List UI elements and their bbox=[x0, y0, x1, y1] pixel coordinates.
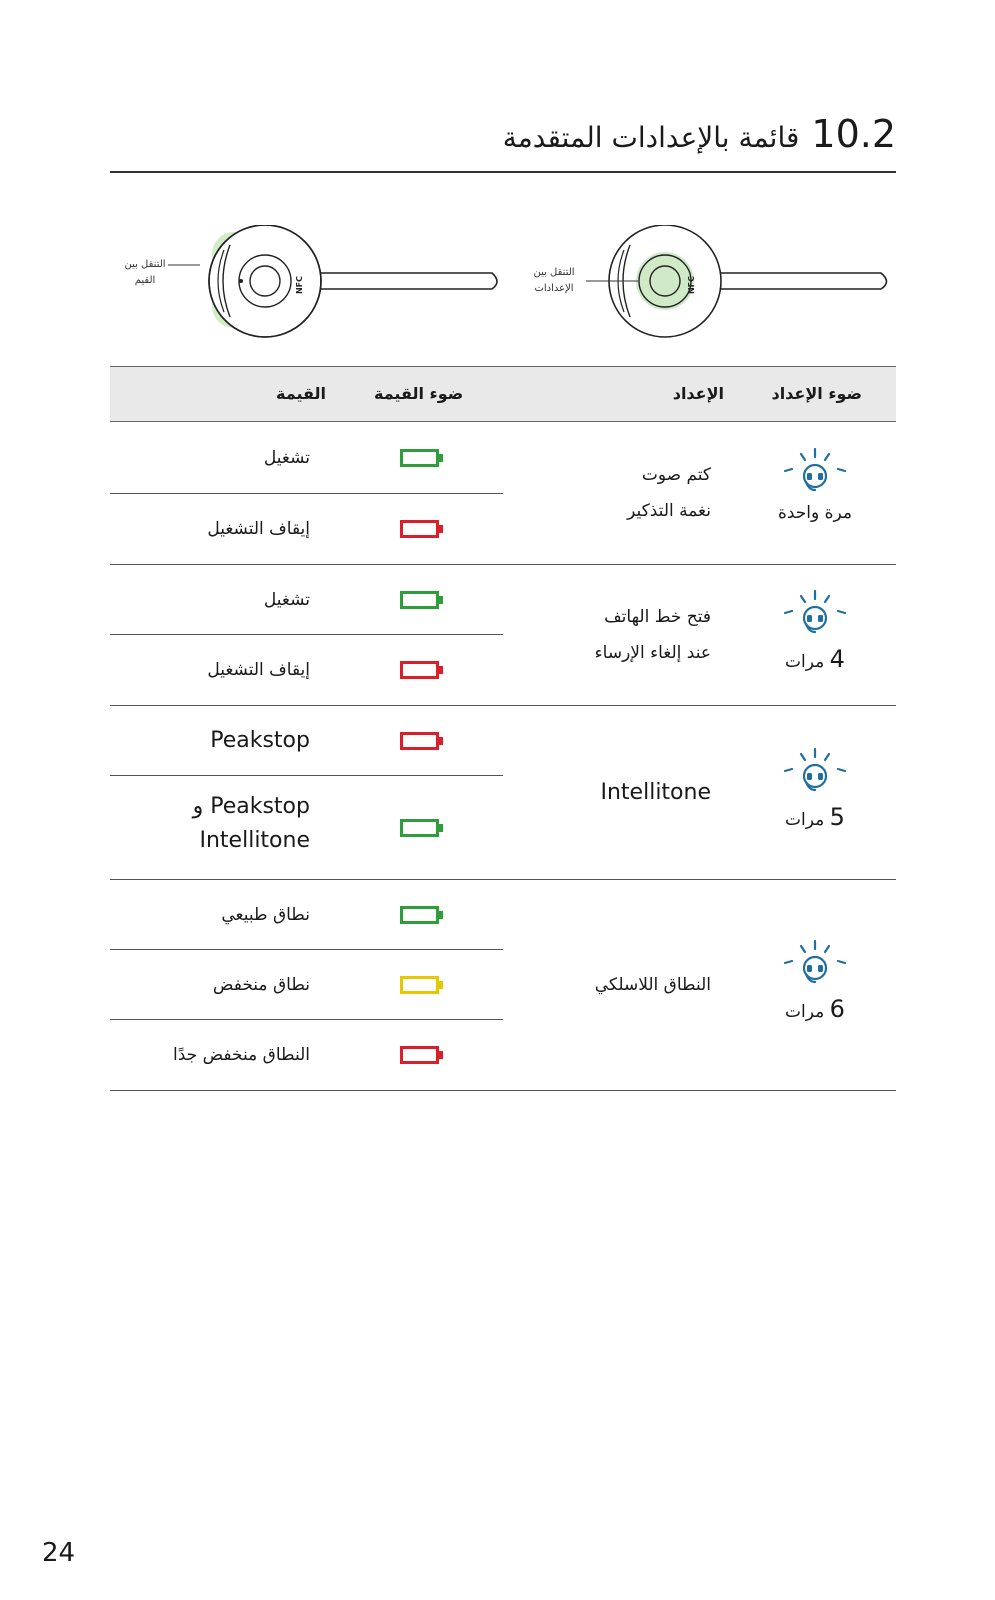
blinking-light-icon bbox=[779, 447, 851, 499]
blinking-light-icon bbox=[779, 939, 851, 991]
value-row bbox=[110, 1020, 503, 1091]
battery-light-icon bbox=[400, 448, 444, 468]
value-row bbox=[110, 706, 503, 776]
diagram-label-values: التنقل بين القيم bbox=[124, 259, 166, 286]
setting-label: النطاق اللاسلكي bbox=[594, 975, 711, 995]
battery-light-icon bbox=[400, 519, 444, 539]
battery-light-icon bbox=[400, 975, 444, 995]
blink-count-label: 4 مرات bbox=[785, 645, 845, 673]
setting-label: كتم صوت نغمة التذكير bbox=[627, 465, 711, 521]
headset-diagram-values bbox=[120, 225, 510, 350]
section-title: قائمة بالإعدادات المتقدمة bbox=[502, 121, 800, 154]
value-row bbox=[110, 565, 503, 635]
value-label: تشغيل bbox=[263, 448, 310, 468]
table-row-group bbox=[110, 565, 896, 706]
setting-light-indicator bbox=[770, 747, 860, 831]
value-label: النطاق منخفض جدًا bbox=[173, 1045, 310, 1065]
value-label: إيقاف التشغيل bbox=[207, 660, 310, 680]
value-label: نطاق منخفض bbox=[212, 975, 310, 995]
nfc-label: NFC bbox=[295, 275, 304, 295]
value-row bbox=[110, 880, 503, 950]
blink-count-label: 6 مرات bbox=[785, 995, 845, 1023]
value-label: Peakstop و Intellitone bbox=[192, 794, 310, 853]
value-label: نطاق طبيعي bbox=[221, 905, 310, 925]
value-row bbox=[110, 776, 503, 880]
value-row bbox=[110, 635, 503, 706]
battery-light-icon bbox=[400, 905, 444, 925]
battery-light-icon bbox=[400, 818, 444, 838]
blinking-light-icon bbox=[779, 747, 851, 799]
headset-diagram-settings bbox=[526, 225, 896, 350]
value-label: تشغيل bbox=[263, 590, 310, 610]
table-header bbox=[110, 366, 896, 422]
battery-light-icon bbox=[400, 731, 444, 751]
heading-divider bbox=[110, 171, 896, 173]
section-heading bbox=[110, 108, 896, 168]
setting-label: فتح خط الهاتف عند إلغاء الإرساء bbox=[594, 607, 711, 663]
value-row bbox=[110, 950, 503, 1020]
diagram-label-settings: التنقل بين الإعدادات bbox=[533, 267, 575, 294]
nfc-label: NFC bbox=[687, 275, 696, 295]
blinking-light-icon bbox=[779, 589, 851, 641]
setting-light-indicator bbox=[770, 447, 860, 523]
value-label: إيقاف التشغيل bbox=[207, 519, 310, 539]
header-setting: الإعداد bbox=[672, 384, 724, 403]
value-row bbox=[110, 494, 503, 565]
table-row-group bbox=[110, 880, 896, 1091]
page-number: 24 bbox=[42, 1538, 76, 1568]
setting-light-indicator bbox=[770, 939, 860, 1023]
battery-light-icon bbox=[400, 590, 444, 610]
blink-count-label: 5 مرات bbox=[785, 803, 845, 831]
header-value: القيمة bbox=[276, 384, 326, 403]
table-row-group bbox=[110, 706, 896, 880]
value-row bbox=[110, 422, 503, 494]
section-number: 10.2 bbox=[811, 112, 896, 156]
blink-count-label: مرة واحدة bbox=[777, 503, 853, 523]
setting-label: Intellitone bbox=[600, 780, 711, 805]
setting-light-indicator bbox=[770, 589, 860, 673]
value-label: Peakstop bbox=[210, 728, 310, 753]
header-setting-light: ضوء الإعداد bbox=[771, 384, 862, 403]
table-row-group bbox=[110, 422, 896, 565]
battery-light-icon bbox=[400, 1045, 444, 1065]
header-value-light: ضوء القيمة bbox=[374, 384, 464, 403]
advanced-settings-table bbox=[110, 366, 896, 1091]
battery-light-icon bbox=[400, 660, 444, 680]
